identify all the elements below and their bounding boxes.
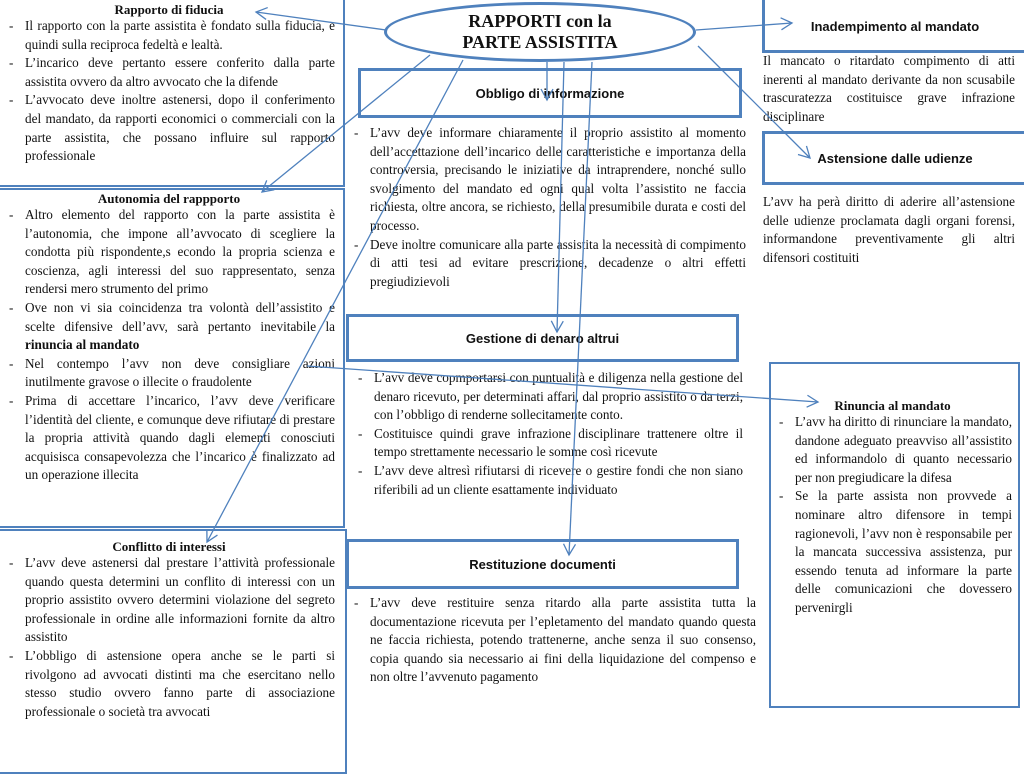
rinuncia-title: Rinuncia al mandato: [834, 398, 951, 413]
list-item: - L’avv deve informare chiaramente il proprio assistito al momento dell’accettazione dell’incarico delle caratteristiche e importanza della controversia, precisando le iniziative da intraprendere, nonché sullo svolgimento del mandato ed ogni qual volta l’assistito ne faccia richiesta, oltre ancora, se richiesto, della presumibile durata e costi del processo.: [348, 124, 746, 236]
list-item: - Altro elemento del rapporto con la parte assistita è l’autonomia, che impone all’avvocato di scegliere la condotta più rispondente,s econdo la propria scienza e coscienza, agli interessi del suo rappresentato, senza rendersi mero strumento del primo: [3, 206, 335, 299]
rinuncia-list: [773, 413, 1012, 618]
denaro-list: [352, 369, 743, 499]
autonomia-list: [3, 206, 335, 485]
box-conflitto-interessi: [0, 529, 347, 774]
astensione-title: Astensione dalle udienze: [817, 150, 973, 166]
conflitto-title: Conflitto di interessi: [112, 539, 226, 554]
list-item: - L’avv deve restituire senza ritardo alla parte assistita tutta la documentazione ricevuta per l’epletamento del mandato quando questa ne faccia richiesta, potendo trattenerne, anche senza il suo consenso, copia quando sia necessario ai fini della liquidazione del compenso e non oltre l’avvenuto pagamento: [348, 594, 756, 687]
list-item: - Deve inoltre comunicare alla parte assistita la necessità di compimento di atti tesi ad evitare prescrizione, decadenze o altri effetti pregiudizievoli: [348, 236, 746, 292]
astensione-text: L’avv ha perà diritto di aderire all’astensione delle udienze proclamata dagli organi forensi, informandone preventivamente gli altri difensori costituiti: [763, 194, 1015, 265]
conflitto-list: [3, 554, 335, 721]
list-item: - Ove non vi sia coincidenza tra volontà dell’assistito e scelte difensive dell’avv, sarà pertanto inevitabile la rinuncia al mandato: [3, 299, 335, 355]
list-item: - L’avv deve astenersi dal prestare l’attività professionale quando questa determini un conflito di interessi con un proprio assistito ovvero determini violazione del segreto professionale in ordine alle informazioni fornite da altro assistito: [3, 554, 335, 647]
list-item: - L’obbligo di astensione opera anche se le parti si rivolgono ad avvocati distinti ma che esercitano nello stesso studio ovvero fanno parte di associazione professionale o società tra avvocati: [3, 647, 335, 721]
list-item: - L’avv ha diritto di rinunciare la mandato, dandone adeguato preavviso all’assistito ed informandolo di quanto necessario per non pregiudicare la difesa: [773, 413, 1012, 487]
autonomia-title: Autonomia del rappporto: [97, 191, 241, 206]
list-item: - Il rapporto con la parte assistita è fondato sulla fiducia, e quindi sulla reciproca fedeltà e lealtà.: [3, 17, 335, 54]
denaro-title: Gestione di denaro altrui: [465, 330, 620, 346]
restituzione-title: Restituzione documenti: [469, 556, 616, 572]
box-obbligo-informazione: [358, 68, 742, 118]
list-item: - L’incarico deve pertanto essere conferito dalla parte assistita ovvero da altro avvocato che la difende: [3, 54, 335, 91]
box-inadempimento-mandato: [762, 0, 1024, 53]
central-topic-ellipse: [384, 2, 696, 62]
fiducia-title: Rapporto di fiducia: [114, 2, 224, 17]
list-item: - Prima di accettare l’incarico, l’avv deve verificare l’identità del cliente, e comunque deve rifiutare di prestare la propria attività quando dagli elementi conosciuti acquisisca consapevolezza che l’incarico è finalizzato ad un operazione illecita: [3, 392, 335, 485]
informazione-list: [348, 124, 746, 291]
inadempimento-text: Il mancato o ritardato compimento di atti inerenti al mandato derivante da non scusabile trascuratezza costituisce grave infrazione disciplinare: [763, 53, 1015, 124]
box-gestione-denaro: [346, 314, 739, 362]
inadempimento-title: Inadempimento al mandato: [810, 18, 980, 34]
list-item: - Se la parte assista non provvede a nominare altro difensore in tempi ragionevoli, l’avv non è responsabile per la mancata successiva assistenza, pur essendo tenuta ad informare la parte delle comunicazioni che dovessero pervenirgli: [773, 487, 1012, 617]
box-astensione-udienze: [762, 131, 1024, 185]
restituzione-list: [348, 594, 756, 687]
box-rapporto-fiducia: [0, 0, 345, 187]
fiducia-list: [3, 17, 335, 166]
rinuncia-bold-phrase: rinuncia al mandato: [25, 337, 140, 353]
box-autonomia-rapporto: [0, 188, 345, 528]
central-title-line1: RAPPORTI con la: [468, 11, 612, 31]
list-item: - L’avvocato deve inoltre astenersi, dopo il conferimento del mandato, da rapporti economici o commerciali con la parte assistita, che possano influire sul rapporto professionale: [3, 91, 335, 165]
list-item: - Nel contempo l’avv non deve consigliare azioni inutilmente gravose o illecite o fraudolente: [3, 355, 335, 392]
list-item: - L’avv deve altresì rifiutarsi di ricevere o gestire fondi che non siano riferibili ad un cliente esattamente individuato: [352, 462, 743, 499]
informazione-title: Obbligo di informazione: [475, 85, 625, 101]
central-title-line2: PARTE ASSISTITA: [462, 32, 618, 52]
list-item: - L’avv deve copmportarsi con puntualità e diligenza nella gestione del denaro ricevuto, per determinati affari, dal proprio assistito o da terzi, con l’obbligo di renderne sollecitamente conto.: [352, 369, 743, 425]
box-rinuncia-mandato: [769, 362, 1020, 708]
list-item: - Costituisce quindi grave infrazione disciplinare trattenere oltre il tempo strettamente necessario le somme così ricevute: [352, 425, 743, 462]
box-restituzione-documenti: [346, 539, 739, 589]
